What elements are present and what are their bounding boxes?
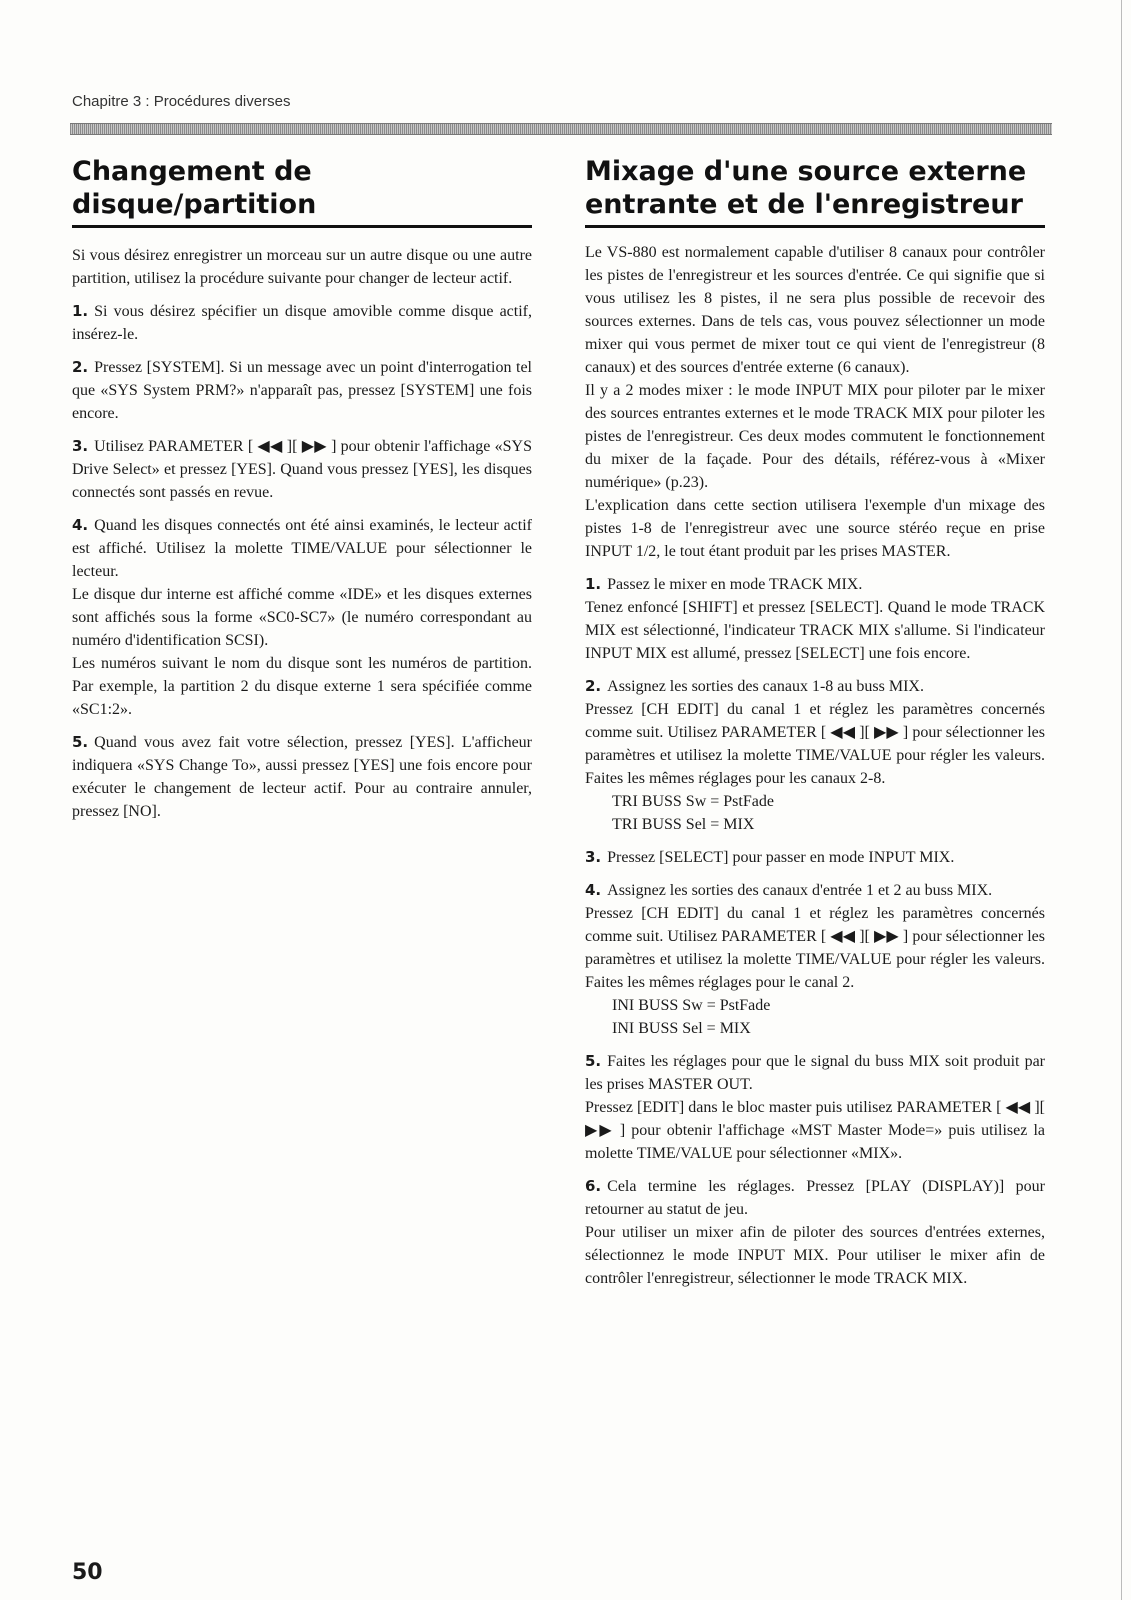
- left-step-4: [72, 514, 532, 583]
- left-step-4-note-partition: Les numéros suivant le nom du disque sont les numéros de partition. Par exemple, la partition 2 du disque externe 1 sera spécifiée comme «SC1:2».: [72, 655, 532, 718]
- step-number: 3.: [72, 437, 89, 455]
- step-number: 6.: [585, 1177, 602, 1195]
- step-number: 2.: [585, 677, 602, 695]
- chapter-header: Chapitre 3 : Procédures diverses: [72, 93, 291, 110]
- page-number: 50: [72, 1560, 103, 1585]
- step-number: 1.: [585, 575, 602, 593]
- step-text: Faites les réglages pour que le signal du buss MIX soit produit par les prises MASTER OUT.: [585, 1053, 1045, 1093]
- step-text: Si vous désirez spécifier un disque amovible comme disque actif, insérez-le.: [72, 303, 532, 343]
- right-intro-2: Il y a 2 modes mixer : le mode INPUT MIX pour piloter par le mixer des sources entrantes externes et le mode TRACK MIX pour piloter les pistes de l'enregistreur. Ces deux modes commutent le fonctionnement du mixer de la façade. Pour des détails, référez-vous à «Mixer numérique» (p.23).: [585, 382, 1045, 491]
- right-step-5: [585, 1050, 1045, 1096]
- step-text: Cela termine les réglages. Pressez [PLAY (DISPLAY)] pour retourner au statut de jeu.: [585, 1178, 1045, 1218]
- left-step-1: [72, 300, 532, 346]
- right-intro-1: Le VS-880 est normalement capable d'utiliser 8 canaux pour contrôler les pistes de l'enregistreur et les sources d'entrée. Ce qui signifie que si vous utilisez les 8 pistes, il ne sera plus possible de recevoir des sources externes. Dans de tels cas, vous pouvez sélectionner un mode mixer qui vous permet de mixer tout ce qui vient de l'enregistreur (8 canaux) et des sources d'entrée externe (6 canaux).: [585, 244, 1045, 376]
- right-step-2: [585, 675, 1045, 698]
- section-title-disk-change: Changement de disque/partition: [72, 155, 532, 228]
- left-step-4-note-ide: Le disque dur interne est affiché comme «IDE» et les disques externes sont affichés sous la forme «SC0-SC7» (le numéro correspondant au numéro d'identification SCSI).: [72, 586, 532, 649]
- step-number: 1.: [72, 302, 89, 320]
- right-column: [585, 155, 1045, 1290]
- step-number: 5.: [585, 1052, 602, 1070]
- setting-line: INI BUSS Sel = MIX: [612, 1020, 751, 1037]
- step-text: Pressez [SYSTEM]. Si un message avec un point d'interrogation tel que «SYS System PRM?» n'apparaît pas, pressez [SYSTEM] une fois encore.: [72, 359, 532, 422]
- right-step-6-detail: Pour utiliser un mixer afin de piloter des sources d'entrées externes, sélectionnez le mode INPUT MIX. Pour utiliser le mixer afin de contrôler l'enregistreur, sélectionner le mode TRACK MIX.: [585, 1224, 1045, 1287]
- right-step-1-detail: Tenez enfoncé [SHIFT] et pressez [SELECT]. Quand le mode TRACK MIX est sélectionné, l'indicateur TRACK MIX s'allume. Si l'indicateur INPUT MIX est allumé, pressez [SELECT] une fois encore.: [585, 599, 1045, 662]
- step-text: Passez le mixer en mode TRACK MIX.: [607, 576, 863, 593]
- right-step-1: [585, 573, 1045, 596]
- step-number: 4.: [72, 516, 89, 534]
- step-number: 5.: [72, 733, 89, 751]
- left-column: [72, 155, 532, 823]
- step-text: Assignez les sorties des canaux d'entrée 1 et 2 au buss MIX.: [607, 882, 993, 899]
- section-title-external-mix: Mixage d'une source externe entrante et de l'enregistreur: [585, 155, 1045, 228]
- right-step-3: [585, 846, 1045, 869]
- step-text: Assignez les sorties des canaux 1-8 au buss MIX.: [607, 678, 924, 695]
- left-step-3: [72, 435, 532, 504]
- right-step-4: [585, 879, 1045, 902]
- step-text: Quand vous avez fait votre sélection, pressez [YES]. L'afficheur indiquera «SYS Change To», aussi pressez [YES] une fois encore pour exécuter le changement de lecteur actif. Pour au contraire annuler, pressez [NO].: [72, 734, 532, 820]
- left-intro: Si vous désirez enregistrer un morceau sur un autre disque ou une autre partition, utilisez la procédure suivante pour changer de lecteur actif.: [72, 247, 532, 287]
- right-step-6: [585, 1175, 1045, 1221]
- step-number: 4.: [585, 881, 602, 899]
- left-step-5: [72, 731, 532, 823]
- left-step-2: [72, 356, 532, 425]
- right-step-4-detail: Pressez [CH EDIT] du canal 1 et réglez les paramètres concernés comme suit. Utilisez PARAMETER [ ◀◀ ][ ▶▶ ] pour sélectionner les paramètres et utilisez la molette TIME/VALUE pour régler les valeurs. Faites les mêmes réglages pour le canal 2.: [585, 905, 1045, 991]
- right-step-2-detail: Pressez [CH EDIT] du canal 1 et réglez les paramètres concernés comme suit. Utilisez PARAMETER [ ◀◀ ][ ▶▶ ] pour sélectionner les paramètres et utilisez la molette TIME/VALUE pour régler les valeurs. Faites les mêmes réglages pour les canaux 2-8.: [585, 701, 1045, 787]
- setting-line: TRI BUSS Sw = PstFade: [612, 793, 774, 810]
- step-text: Pressez [SELECT] pour passer en mode INPUT MIX.: [607, 849, 955, 866]
- step-number: 2.: [72, 358, 89, 376]
- right-intro-3: L'explication dans cette section utilisera l'exemple d'un mixage des pistes 1-8 de l'enregistreur avec une source stéréo reçue en prise INPUT 1/2, le tout étant produit par les prises MASTER.: [585, 497, 1045, 560]
- step-text: Quand les disques connectés ont été ainsi examinés, le lecteur actif est affiché. Utilisez la molette TIME/VALUE pour sélectionner le lecteur.: [72, 517, 532, 580]
- setting-line: INI BUSS Sw = PstFade: [612, 997, 771, 1014]
- setting-line: TRI BUSS Sel = MIX: [612, 816, 755, 833]
- step-text: Utilisez PARAMETER [ ◀◀ ][ ▶▶ ] pour obtenir l'affichage «SYS Drive Select» et pressez [YES]. Quand vous pressez [YES], les disques connectés sont passés en revue.: [72, 438, 532, 501]
- page-edge: [1121, 0, 1122, 1600]
- step-number: 3.: [585, 848, 602, 866]
- header-rule: [70, 123, 1052, 135]
- right-step-5-detail: Pressez [EDIT] dans le bloc master puis utilisez PARAMETER [ ◀◀ ][ ▶▶ ] pour obtenir l'affichage «MST Master Mode=» puis utilisez la molette TIME/VALUE pour sélectionner «MIX».: [585, 1099, 1045, 1162]
